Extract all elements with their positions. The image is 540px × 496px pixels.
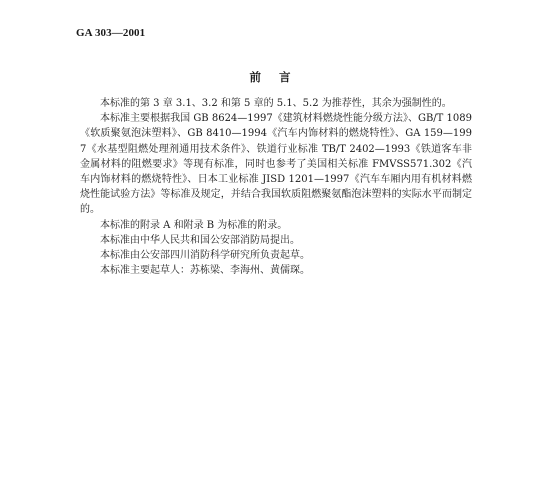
paragraph-proposed-by: 本标准由中华人民共和国公安部消防局提出。 [100,234,300,246]
foreword-body [80,96,472,278]
page-title: 前言 [249,70,309,84]
paragraph-drafted-by: 本标准由公安部四川消防科学研究所负责起草。 [100,250,310,262]
paragraph-appendices: 本标准的附录 A 和附录 B 为标准的附录。 [100,219,288,231]
document-code: GA 303—2001 [76,27,146,39]
paragraph-reference-standards: 本标准主要根据我国 GB 8624—1997《建筑材料燃烧性能分级方法》、GB/T 1089《软质聚氨泡沫塑料》、GB 8410—1994《汽车内饰材料的燃烧特性》、GA 159—1997《水基型阻燃处理剂通用技术条件》、铁道行业标准 TB/T 2402—1993《铁道客车非金属材料的阻燃要求》等现有标准，同时也参考了美国相关标准 FMVSS571.302《汽车内饰材料的燃烧特性》、日本工业标准 JISD 1201—1997《汽车车厢内用有机材料燃烧性能试验方法》等标准及规定，并结合我国软质阻燃聚氨酯泡沫塑料的实际水平而制定的。 [80,113,472,216]
paragraph-recommended-clauses: 本标准的第 3 章 3.1、3.2 和第 5 章的 5.1、5.2 为推荐性，其余为强制性的。 [100,98,452,109]
paragraph-drafters: 本标准主要起草人：苏栋梁、李海州、黄儒琛。 [100,265,310,277]
